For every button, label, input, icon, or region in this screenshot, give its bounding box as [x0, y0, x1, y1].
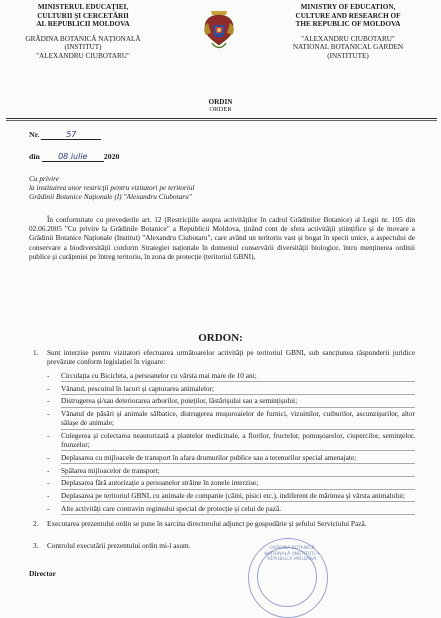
restriction-list	[47, 371, 415, 516]
restriction-text: Culegerea și colectarea neautorizată a plantelor medicinale, a florilor, fructelor, pomușoarelor, ciupercilor, semințelor, frunzelor;	[61, 431, 415, 450]
bullet-dash: -	[47, 396, 50, 406]
bullet-dash: -	[47, 409, 50, 419]
subject-line: Grădinii Botanice Naționale (I) "Alexandru Ciubotaru"	[29, 192, 192, 201]
item-separator	[61, 489, 415, 490]
order-date-line	[29, 152, 119, 162]
item-1-text: Sunt interzise pentru vizitatori efectuarea următoarelor activități pe teritoriul GBNI, sub sancțiunea răspunderii juridice prevăzute conform legislației în vigoare:	[47, 348, 415, 367]
header-right-line: THE REPUBLIC OF MOLDOVA	[295, 20, 401, 29]
order-date-year: 2020	[103, 152, 120, 161]
restriction-item	[47, 431, 415, 449]
restriction-item	[47, 371, 415, 380]
item-separator	[61, 450, 415, 451]
bullet-dash: -	[47, 491, 50, 501]
restriction-text: Vânatul, pescuitul în lacuri și capturarea animalelor;	[61, 383, 214, 393]
coat-of-arms-icon	[202, 5, 236, 53]
restriction-item	[47, 453, 415, 462]
bullet-dash: -	[47, 371, 50, 380]
restriction-text: Spălarea mijloacelor de transport;	[61, 465, 160, 475]
item-separator	[61, 429, 415, 430]
header-left-line: CULTURII ȘI CERCETĂRII	[37, 11, 129, 20]
restriction-text: Vânatul de păsări și animale sălbatice, distrugerea mușuroaielor de furnici, vizuinilor, cuiburilor, ascunzișurilor, altor sălașe de animale;	[61, 409, 415, 428]
restriction-text: Deplasarea pe teritoriul GBNI, cu animale de companie (câini, pisici etc.), indiferent de mărimea și vârsta animalului;	[61, 491, 406, 501]
header-right-line: "ALEXANDRU CIUBOTARU"	[301, 34, 395, 43]
header-divider-thin	[6, 120, 437, 121]
item-3-text: Controlul executării prezentului ordin mi-l asum.	[47, 541, 191, 550]
header-left-institution	[8, 3, 158, 61]
bullet-dash: -	[47, 431, 50, 441]
item-separator	[61, 381, 415, 382]
bullet-dash: -	[47, 503, 50, 513]
restriction-item	[47, 396, 415, 405]
item-separator	[61, 514, 415, 515]
restriction-text: Alte activități care contravin regimului special de protecție și celui de pază.	[61, 503, 282, 513]
signature-label: Director	[29, 569, 56, 578]
restriction-text: Deplasarea cu mijloacele de transport în afara drumurilor publice sau a terenurilor special amenajate;	[61, 452, 357, 462]
item-separator	[61, 407, 415, 408]
intro-paragraph: În conformitate cu prevederile art. 12 (Restricțiile asupra activităților în cadrul Grădinilor Botanice) al Legii nr. 105 din 02.06.2005 "Cu privire la Grădinile Botanice" a Republicii Moldova, ținând cont de sfera activității științifice și de inovare a Grădinii Botanice Naționale (Institut) "Alexandru Ciubotaru", care având un teritoriu vast și bogat în specii unice, a aspectului de conservare a biodiversității conform Strategiei naționale în domeniul conservării diversității biologice, întru menținerea ordinii publice și curățeniei pe întreg teritoriu, în zona de protecție (teritoriul GBNI),	[29, 215, 415, 261]
order-number-value: 57	[41, 130, 101, 140]
restriction-item	[47, 384, 415, 393]
stamp-text: GRĂDINA BOTANICĂ NAȚIONALĂ (INSTITUT) • REPUBLICA MOLDOVA	[264, 546, 320, 562]
header-divider	[6, 118, 437, 119]
restriction-text: Circulația cu Bicicleta, a persoanelor cu vârsta mai mare de 10 ani;	[61, 371, 257, 380]
bullet-dash: -	[47, 478, 50, 488]
restriction-item	[47, 466, 415, 475]
restriction-text: Deplasarea fără autorizație a persoanelor străine în zonele interzise;	[61, 478, 259, 488]
header-left-line: AL REPUBLICII MOLDOVA	[36, 20, 130, 29]
item-2-text: Executarea prezentului ordin se pune în sarcina directorului adjunct pe gospodărie și șefului Serviciului Pază.	[47, 519, 367, 528]
header-right-line: MINISTRY OF EDUCATION,	[300, 3, 396, 11]
restriction-item	[47, 478, 415, 487]
item-separator	[61, 501, 415, 502]
order-number-label: Nr.	[29, 130, 40, 139]
item-separator	[61, 394, 415, 395]
header-right-line: NATIONAL BOTANICAL GARDEN	[292, 43, 404, 52]
restriction-text: Distrugerea și/sau deteriorarea arborilor, puieților, lăstărișului sau a semințișului;	[61, 396, 298, 406]
item-number: 2.	[33, 519, 39, 528]
header-right-line: (INSTITUTE)	[327, 51, 369, 60]
order-date-label: din	[29, 152, 40, 161]
order-title: ORDIN	[208, 98, 233, 106]
header-right-line: CULTURE AND RESEARCH OF	[295, 11, 401, 20]
header-left-line: (INSTITUT)	[64, 43, 102, 52]
subject-line: la instituirea unor restricții pentru vizitatori pe teritoriul	[29, 183, 195, 192]
order-subject	[29, 174, 409, 201]
order-date-value: 08 iulie	[42, 152, 104, 162]
restriction-item	[47, 504, 415, 513]
header-left-line: GRĂDINA BOTANICĂ NAȚIONALĂ	[25, 34, 141, 43]
item-number: 3.	[33, 541, 39, 550]
header-left-line: "ALEXANDRU CIUBOTARU"	[36, 51, 130, 60]
header-right-institution	[258, 3, 438, 61]
bullet-dash: -	[47, 452, 50, 462]
bullet-dash: -	[47, 465, 50, 475]
bullet-dash: -	[47, 383, 50, 393]
order-number-line	[29, 130, 101, 140]
restriction-item	[47, 491, 415, 500]
order-subtitle: ORDER	[209, 106, 232, 113]
item-number: 1.	[33, 348, 39, 357]
restriction-item	[47, 409, 415, 427]
subject-line: Cu privire	[29, 174, 59, 183]
item-separator	[61, 476, 415, 477]
header-left-line: MINISTERUL EDUCAȚIEI,	[37, 3, 129, 11]
ordon-heading: ORDON:	[198, 332, 243, 344]
item-separator	[61, 463, 415, 464]
